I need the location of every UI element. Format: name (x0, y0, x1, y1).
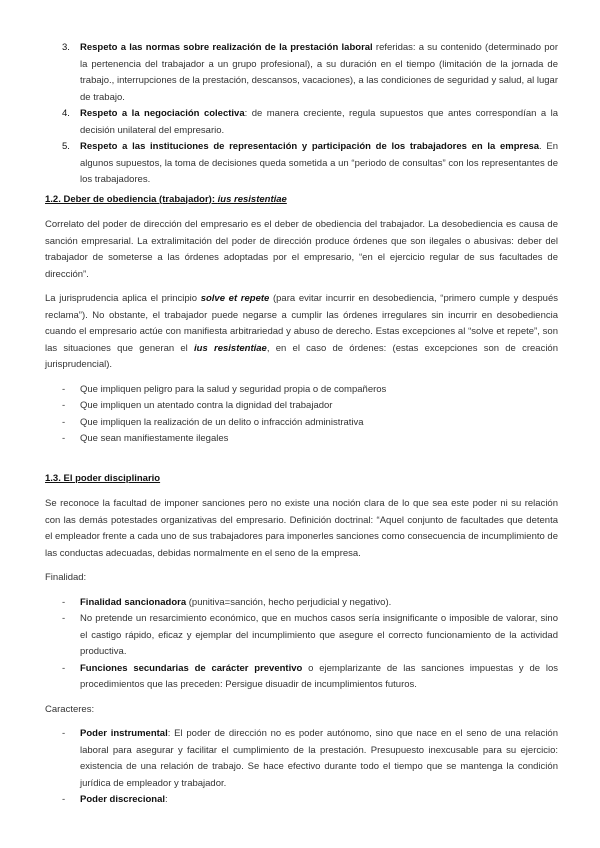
item-text: Que impliquen peligro para la salud y seguridad propia o de compañeros (80, 383, 387, 395)
list-item (45, 106, 558, 139)
bullet-dash: - (62, 662, 66, 674)
list-item (45, 792, 558, 809)
item-text: : de manera creciente, regula supuestos que antes correspondían a la decisión unilateral del empresario. (80, 108, 558, 136)
item-title: Poder instrumental (80, 728, 168, 739)
item-number: 4. (62, 108, 70, 119)
item-title: Respeto a las normas sobre realización de la prestación laboral (80, 42, 373, 53)
text-run: La jurisprudencia aplica el principio (45, 293, 201, 304)
item-text: : (165, 794, 168, 805)
list-item (45, 661, 558, 694)
numbered-list (45, 40, 558, 189)
item-title: Funciones secundarias de carácter preventivo (80, 662, 303, 674)
item-number: 5. (62, 141, 70, 152)
list-item (45, 398, 558, 415)
bullet-dash: - (62, 416, 66, 428)
bullet-dash: - (62, 383, 66, 395)
list-item (45, 611, 558, 661)
label: Finalidad: (45, 572, 87, 583)
bullet-list (45, 382, 558, 448)
emphasis: solve et repete (200, 293, 270, 304)
item-text: (punitiva=sanción, hecho perjudicial y negativo). (186, 596, 392, 608)
list-item (45, 139, 558, 189)
caracteres-list (45, 726, 558, 809)
paragraph: Se reconoce la facultad de imponer sanciones pero no existe una noción clara de lo que sea este poder ni su relación con las demás potestades organizativas del empresario. Definición doctrinal: “Aquel conjunto de facultades que detenta el empleador frente a cada uno de sus trabajadores para imponerles sanciones como consecuencia de incumplimiento de las conductas adecuadas, debidas normalmente en el seno de la empresa. (45, 498, 558, 559)
item-text: Que impliquen un atentado contra la dignidad del trabajador (80, 400, 333, 411)
list-item (45, 431, 558, 448)
item-text: Que impliquen la realización de un delito o infracción administrativa (80, 416, 364, 428)
list-item (45, 415, 558, 432)
text-run: (para evitar incurrir en desobediencia, “primero cumple y después reclama”). No obstante, el trabajador puede negarse a cumplir las órdenes irregulares sin incurrir en desobediencia cuando el empresario actúe con manifiesta arbitrariedad y abuso de derecho. Estas excepciones al “solve et repete”, son las situaciones que generan el (45, 293, 558, 354)
heading-text: 1.2. Deber de obediencia (trabajador): (45, 193, 218, 205)
bullet-dash: - (62, 794, 66, 805)
item-title: Respeto a las instituciones de representación y participación de los trabajadores en la empresa (80, 141, 540, 152)
list-item (45, 382, 558, 399)
item-text: : El poder de dirección no es poder autónomo, sino que nace en el seno de una relación laboral para asegurar y facilitar el cumplimiento de la prestación. Presupuesto inexcusable para su ejercicio: existencia de una relación de trabajo. Se hace efectivo durante todo el tiempo que se mantenga la condición jurídica de empleador y trabajador. (80, 728, 558, 789)
bullet-dash: - (62, 433, 66, 444)
list-item (45, 595, 558, 612)
list-item (45, 40, 558, 106)
item-title: Respeto a la negociación colectiva (80, 108, 245, 119)
item-number: 3. (62, 42, 70, 53)
bullet-dash: - (62, 613, 66, 624)
item-title: Poder discrecional (80, 794, 166, 805)
text-run: , en el caso de órdenes: (estas excepciones son de creación jurisprudencial). (45, 342, 559, 370)
emphasis: ius resistentiae (194, 342, 267, 354)
bullet-dash: - (62, 400, 66, 411)
item-text: o ejemplarizante de las sanciones impuestas y de los procedimientos que las preceden: Persigue disuadir de incumplimientos futuros. (80, 662, 558, 690)
label: Caracteres: (45, 703, 95, 715)
item-text: Que sean manifiestamente ilegales (80, 433, 229, 444)
item-text: referidas: a su contenido (determinado por la pertenencia del trabajador a un grupo profesional), a su duración en el tiempo (limitación de la jornada de trabajo., interrupciones de la prestación, descansos, vacaciones), a las condiciones de seguridad y salud, al lugar de trabajo. (80, 42, 558, 103)
item-title: Finalidad sancionadora (80, 596, 187, 608)
item-text: . En algunos supuestos, la toma de decisiones queda sometida a un “periodo de consultas” con los representantes de los trabajadores. (80, 141, 558, 185)
paragraph: Correlato del poder de dirección del empresario es el deber de obediencia del trabajador. La desobediencia es causa de sanción empresarial. La extralimitación del poder de dirección produce órdenes que son ilegales o abusivas: deber del trabajador de someterse a las órdenes adoptadas por el empresario, “en el ejercicio regular de sus facultades de dirección”. (45, 219, 558, 280)
item-text: No pretende un resarcimiento económico, que en muchos casos sería insignificante o imposible de valorar, sino el castigo rápido, eficaz y ejemplar del incumplimiento que asegure el correcto funcionamiento de la actividad productiva. (80, 613, 558, 657)
bullet-dash: - (62, 596, 66, 608)
bullet-dash: - (62, 728, 66, 739)
list-item (45, 726, 558, 792)
paragraph (45, 291, 558, 374)
heading-italic: ius resistentiae (217, 193, 287, 205)
section-heading: 1.3. El poder disciplinario (45, 472, 161, 484)
finalidad-list (45, 595, 558, 694)
section-heading (45, 192, 558, 209)
